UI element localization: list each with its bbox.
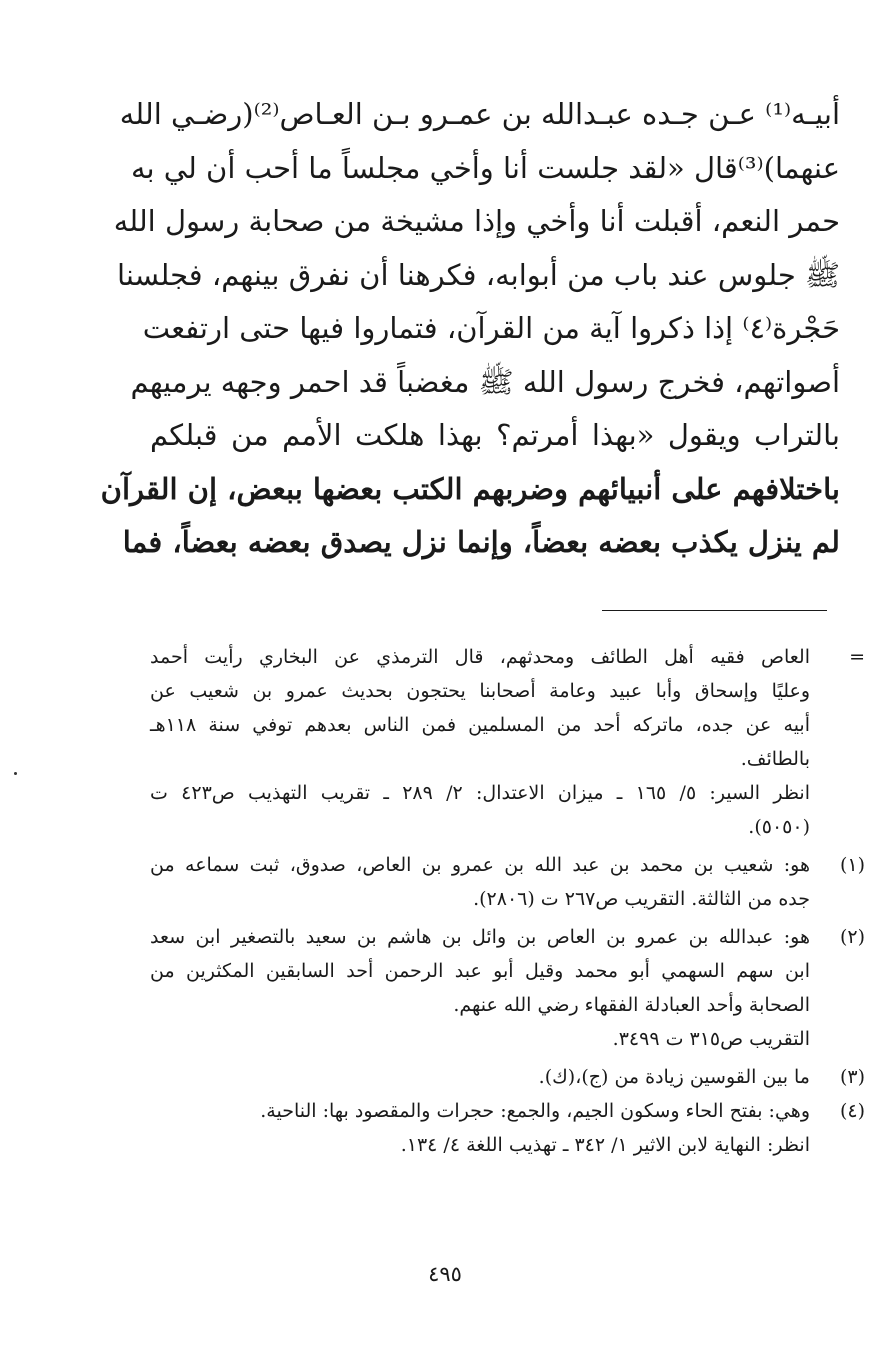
- footnote-marker: (١): [839, 854, 865, 876]
- footnote-line: وعليًا وإسحاق وأبا عبيد وعامة أصحابنا يحتجون بحديث عمرو بن شعيب عن: [150, 680, 810, 702]
- footnote-marker: =: [849, 646, 865, 668]
- footnote-marker: (٢): [839, 926, 865, 948]
- footnote-line: الصحابة وأحد العبادلة الفقهاء رضي الله عنهم.: [453, 994, 810, 1016]
- footnote-marker: (٣): [839, 1066, 865, 1088]
- main-text-line-bold: لم ينزل يكذب بعضه بعضاً، وإنما نزل يصدق بعضه بعضاً، فما: [122, 525, 840, 559]
- page-number: ٤٩٥: [428, 1262, 462, 1286]
- footnote-3: [150, 1060, 865, 1094]
- footnote-line: ابن سهم السهمي أبو محمد وقيل أبو عبد الرحمن أحد السابقين المكثرين من: [150, 960, 810, 982]
- footnote-line: انظر السير: ٥/ ١٦٥ ـ ميزان الاعتدال: ٢/ ٢٨٩ ـ تقريب التهذيب ص٤٢٣ ت: [150, 782, 810, 804]
- footnote-divider: [602, 610, 827, 611]
- footnote-1: [150, 848, 865, 916]
- footnote-line: هو: شعيب بن محمد بن عبد الله بن عمرو بن العاص، صدوق، ثبت سماعه من: [150, 854, 810, 876]
- footnote-line: وهي: بفتح الحاء وسكون الجيم، والجمع: حجرات والمقصود بها: الناحية.: [260, 1100, 810, 1122]
- main-text-line-bold: باختلافهم على أنبيائهم وضربهم الكتب بعضها ببعض، إن القرآن: [100, 471, 840, 506]
- footnote-line: التقريب ص٣١٥ ت ٣٤٩٩.: [612, 1028, 810, 1050]
- footnotes-block: [150, 640, 865, 1162]
- footnote-2: [150, 920, 865, 1056]
- scan-speck: [14, 772, 17, 775]
- main-text-block: [100, 88, 840, 570]
- main-text-line: أبيـه⁽¹⁾ عـن جـده عبـدالله بن عمـرو بـن العـاص⁽²⁾(رضـي الله: [119, 97, 840, 131]
- footnote-line: انظر: النهاية لابن الاثير ١/ ٣٤٢ ـ تهذيب اللغة ٤/ ١٣٤.: [400, 1134, 810, 1156]
- footnote-marker: (٤): [839, 1100, 865, 1122]
- footnote-line: (٥٠٥٠).: [748, 816, 810, 838]
- footnote-line: بالطائف.: [740, 748, 810, 770]
- footnote-continuation: [150, 640, 865, 844]
- footnote-line: هو: عبدالله بن عمرو بن العاص بن وائل بن هاشم بن سعيد بالتصغير ابن سعد: [150, 926, 810, 948]
- main-text-line: حمر النعم، أقبلت أنا وأخي وإذا مشيخة من صحابة رسول الله: [113, 204, 840, 238]
- main-text-line: بالتراب ويقول «بهذا أمرتم؟ بهذا هلكت الأمم من قبلكم: [150, 418, 840, 452]
- footnote-line: ما بين القوسين زيادة من (ج)،(ك).: [538, 1066, 810, 1088]
- footnote-line: العاص فقيه أهل الطائف ومحدثهم، قال الترمذي عن البخاري رأيت أحمد: [150, 646, 810, 668]
- footnote-line: أبيه عن جده، ماتركه أحد من المسلمين فمن الناس بعدهم توفي سنة ١١٨هـ: [150, 714, 810, 736]
- main-text-line: عنهما)⁽³⁾قال «لقد جلست أنا وأخي مجلساً ما أحب أن لي به: [130, 150, 840, 185]
- footnote-line: جده من الثالثة. التقريب ص٢٦٧ ت (٢٨٠٦).: [473, 888, 810, 910]
- main-text-line: أصواتهم، فخرج رسول الله ﷺ مغضباً قد احمر وجهه يرميهم: [130, 364, 840, 399]
- main-text-line: حَجْرة⁽٤⁾ إذا ذكروا آية من القرآن، فتماروا فيها حتى ارتفعت: [142, 311, 840, 345]
- main-text-line: ﷺ جلوس عند باب من أبوابه، فكرهنا أن نفرق بينهم، فجلسنا: [117, 257, 840, 292]
- footnote-4: [150, 1094, 865, 1162]
